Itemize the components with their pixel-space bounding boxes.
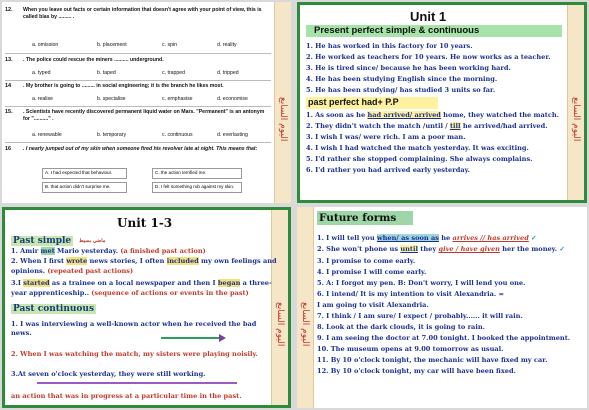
pc-line-1: 1. I was interviewing a well-known actor when he received the bad news. [11,320,257,337]
option[interactable]: d. reality [217,42,237,48]
ff-line-1: 1. I will tell you when/ as soon as he arrives // has arrived ✓ [317,234,537,242]
option[interactable]: a. realise [32,96,54,102]
option-box[interactable]: A. I had expected that behaviour. [42,168,127,179]
side-strip [297,207,314,408]
option[interactable]: a. omission [32,42,59,48]
past-continuous-heading: Past continuous [13,304,95,314]
mcq-panel: اليوم السابع 12. When you leave out facts or certain information that doesn't agree with your point of view, this is called bias by ......... . a. omission b. placement c. spin d. reality 13. . The police could rescue the miners .......... underground. a. typed b. taped c. trapped d. tripped 14 . My brother is going to ......... in social engineering; it is the branch he likes most. a. realise b. specialise c. emphasise d. economise 15. . Scientists have recently discovered permanent liquid water on Mars. "Permanent" is an antonym for ".........." . a. renewable b. temporary c. continuous d. everlasting 16 . I nearly jumped out of my skin when someone fired his revolver late at night. This means that: A. I had expected that behaviour. C. the action terrified me. B. that action didn't surprise me. D. I felt something rub against my skin. [2,2,291,203]
divider [5,106,271,107]
option[interactable]: c. trapped [162,70,186,76]
option-box[interactable]: D. I felt something rub against my skin. [152,182,242,193]
side-label: اليوم السابع [278,96,288,141]
ps-line-3b: year apprenticeship.. (sequence of actions or events in the past) [11,289,249,297]
timeline-arrow [161,337,221,339]
option[interactable]: b. specialise [97,96,126,102]
side-label: اليوم السابع [571,96,581,141]
option[interactable]: c. continuous [162,132,193,138]
ff-line: 9. I am seeing the doctor at 7.00 tonight. I booked the appointment. [317,334,571,342]
ff-line: 5. A: I forgot my pen. B: Don't worry, I will lend you one. [317,279,526,287]
example-line: 1. He has worked in this factory for 10 years. [306,42,473,50]
option[interactable]: b. taped [97,70,116,76]
section-title: Future forms [319,212,397,224]
ff-line: 7. I think / I am sure/ I expect / probably...... it will rain. [317,312,523,320]
side-strip [274,2,291,203]
ff-line: 12. By 10 o'clock tonight, my car will have been fixed. [317,367,516,375]
unit-title: Unit 1-3 [117,216,173,230]
side-label: اليوم السابع [275,301,285,346]
option[interactable]: a. renewable [32,132,62,138]
option[interactable]: d. economise [217,96,248,102]
arabic-note: ماضي بسيط [79,238,106,244]
unit-title: Unit 1 [410,9,447,24]
option-box[interactable]: B. that action didn't surprise me. [42,182,127,193]
unit1-3-panel [2,207,291,408]
ps-line-2: 2. When I first wrote news stories, I often included my own feelings and [11,257,277,265]
option[interactable]: d. tripped [217,70,239,76]
option[interactable]: c. emphasise [162,96,193,102]
ff-line: 3. I promise to come early. [317,257,416,265]
ff-line-2: 2. She won't phone us until they give / have given her the money. ✓ [317,245,565,253]
pp-line-2: 2. They didn't watch the match /until / till he arrived/had arrived. [306,122,548,130]
side-strip [567,5,584,200]
ps-line-2b: opinions. (repeated past actions) [11,267,134,275]
option[interactable]: d. everlasting [217,132,248,138]
side-strip [271,210,288,405]
future-forms-panel [297,207,587,408]
ps-line-3: 3.I started as a trainee on a local newspaper and then I began a three- [11,279,272,287]
option[interactable]: c. spin [162,42,177,48]
ff-line: 8. Look at the dark clouds, it is going to rain. [317,323,485,331]
divider [5,142,271,143]
ps-line-1: 1. Amir met Mario yesterday. (a finished past action) [11,247,206,255]
example-line: 5. He has been studying/ has studied 3 units so far. [306,86,496,94]
timeline-line [37,382,237,384]
option[interactable]: b. temporary [97,132,127,138]
unit1-panel [297,2,587,203]
ff-line: 4. I promise I will come early. [317,268,427,276]
ff-line: 10. The museum opens at 9.00 tomorrow as usual. [317,345,504,353]
divider [5,53,271,54]
pp-line-6: 6. I'd rather you had arrived early yesterday. [306,166,470,174]
example-line: 4. He has been studying English since the morning. [306,75,498,83]
pp-line-5: 5. I'd rather she stopped complaining. She always complains. [306,155,533,163]
ff-line: 6. I intend/ It is my intention to visit Alexandria. = [317,290,505,298]
pc-line-3: 3.At seven o'clock yesterday, they were still working. [11,370,206,378]
pc-note: an action that was in progress at a particular time in the past. [11,392,242,400]
subtitle: Present perfect simple & continuous [314,25,480,36]
pp-line-1: 1. As soon as he had arrived/ arrived home, they watched the match. [306,111,559,119]
side-label: اليوم السابع [300,301,310,346]
example-line: 2. He worked as teachers for 10 years. He now works as a teacher. [306,53,551,61]
option[interactable]: b. placement [97,42,127,48]
example-line: 3. He is tired since/ because he has been working hard. [306,64,511,72]
past-simple-heading: Past simple [13,236,72,246]
option-box[interactable]: C. the action terrified me. [152,168,242,179]
option[interactable]: a. typed [32,70,51,76]
ff-line: 11. By 10 o'clock tonight, the mechanic will have fixed my car. [317,356,548,364]
arrow-head-icon [219,334,226,342]
ff-line: I am going to visit Alexandria. [317,301,429,309]
pp-line-3: 3. I wish I was/ were rich. I am a poor man. [306,133,466,141]
divider [5,80,271,81]
past-perfect-heading: past perfect had+ P.P [308,97,399,107]
pp-line-4: 4. I wish I had watched the match yesterday. It was exciting. [306,144,529,152]
pc-line-2: 2. When I was watching the match, my sisters were playing noisily. [11,350,258,358]
